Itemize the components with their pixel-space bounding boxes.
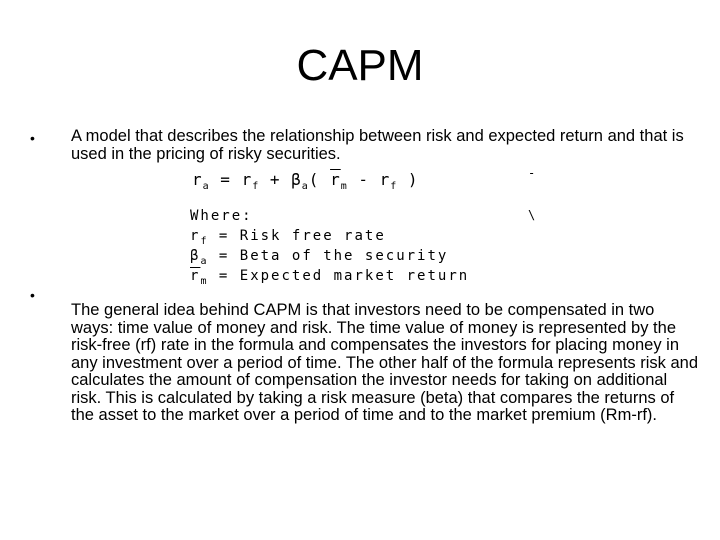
rm-desc: = Expected market return <box>218 268 470 284</box>
image-artifact: \ <box>528 208 536 222</box>
slide-title: CAPM <box>296 41 424 90</box>
bullet-text-explanation: The general idea behind CAPM is that investors need to be compensated in two ways: time value of money and risk. The time value of money is represented by the risk-free (rf) rate in the formula and compensates the investors for placing money in any investment over a period of time. The other half of the formula represents risk and calculates the amount of compensation the investor needs for taking on additional risk. This is calculated by taking a risk measure (beta) that compares the returns of the asset to the market over a period of time and to the market premium (Rm-rf). <box>71 301 699 424</box>
capm-equation: $r_a = r_f + \beta_a$( $\overline{r}_m - r_f$ ) <box>192 170 419 193</box>
rf-desc: = Risk free rate <box>218 228 386 244</box>
beta-desc: = Beta of the security <box>218 248 449 264</box>
bullet-marker: • <box>30 287 35 303</box>
image-artifact: - <box>528 166 536 180</box>
rf-definition: $r_f$ = Risk free rate <box>190 228 386 247</box>
rm-definition: $\overline{r}_m$ = Expected market return <box>190 268 470 287</box>
beta-definition: $\beta_a$ = Beta of the security <box>190 248 449 267</box>
where-label: Where: <box>190 208 253 224</box>
capm-formula-image <box>188 166 538 286</box>
bullet-marker: • <box>30 130 35 146</box>
bullet-text-definition: A model that describes the relationship between risk and expected return and that is used in the pricing of risky securities. <box>71 127 684 163</box>
